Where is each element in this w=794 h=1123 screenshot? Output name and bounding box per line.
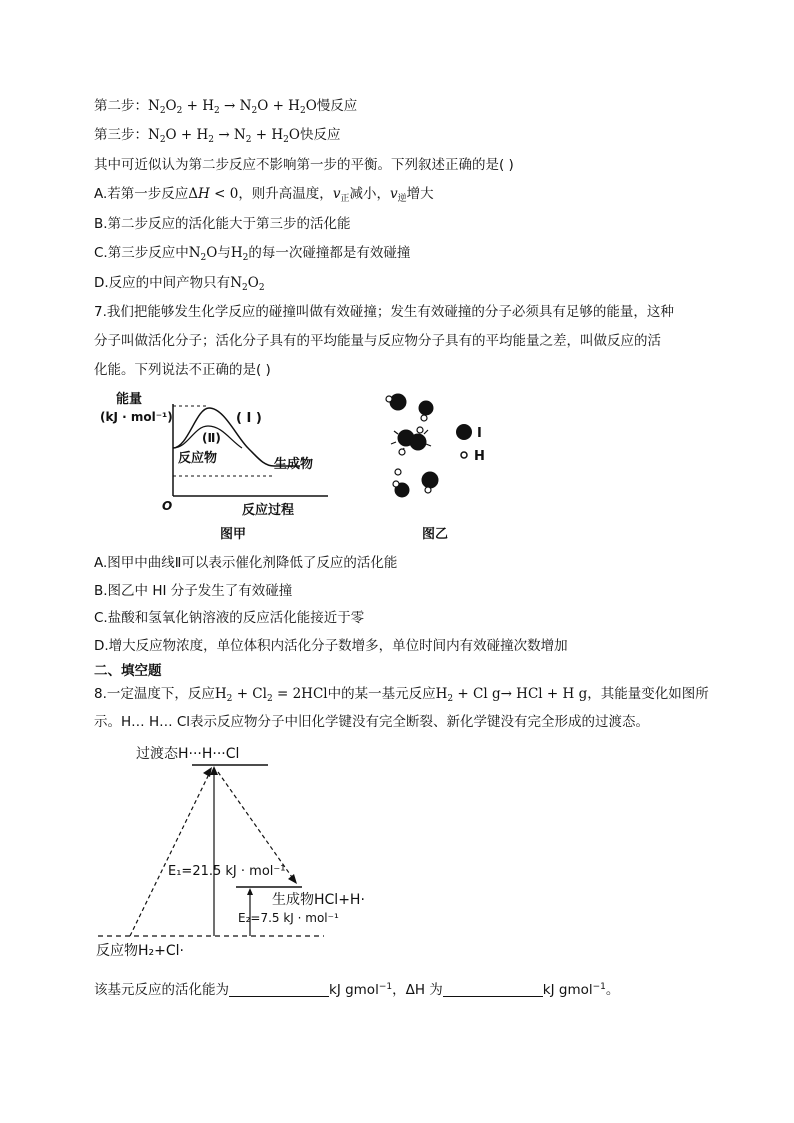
q8-text-line2: 示。H… H… Cl表示反应物分子中旧化学键没有完全断裂、新化学键没有完全形成的过渡态。 [94, 714, 650, 730]
hi-molecule-collision [391, 427, 431, 455]
step2-line: 第二步：$N_2O_2 + H_2 \to N_2O + H_2O$慢反应 [94, 98, 358, 116]
legend-h-label: H [474, 449, 485, 464]
q7-option-d: D.增大反应物浓度，单位体积内活化分子数增多，单位时间内有效碰撞次数增加 [94, 638, 568, 654]
q8-text-line1: 8.一定温度下，反应$H_2 + Cl_2 = 2HCl$中的某一基元反应$H_2 + Cl$ g→ HCl + H g，其能量变化如图所 [94, 686, 709, 704]
q6-option-b: B.第二步反应的活化能大于第三步的活化能 [94, 216, 351, 232]
legend-i-label: I [477, 426, 482, 441]
q8-down-arrowhead [288, 874, 297, 884]
q8-up-arrowhead [203, 767, 212, 777]
hi-molecule [419, 401, 433, 421]
q6-option-d: D.反应的中间产物只有$N_2O_2$ [94, 275, 265, 293]
figure-yi [380, 386, 520, 546]
hi-molecule [422, 472, 438, 493]
jia-caption: 图甲 [220, 527, 247, 542]
jia-product-label: 生成物 [274, 457, 314, 472]
q8-reactant-label: 反应物H₂+Cl· [96, 943, 184, 959]
delta-h-blank[interactable] [443, 982, 543, 997]
hi-molecule [395, 469, 401, 475]
q7-text-line2: 分子叫做活化分子；活化分子具有的平均能量与反应物分子具有的平均能量之差，叫做反应的活 [94, 333, 661, 349]
q7-option-b: B.图乙中 HI 分子发生了有效碰撞 [94, 583, 293, 599]
q6-option-c: C.第三步反应中$N_2O$与$H_2$的每一次碰撞都是有效碰撞 [94, 245, 411, 263]
figure-jia [96, 386, 336, 546]
jia-ylabel-unit: (kJ · mol⁻¹) [100, 410, 173, 424]
legend-i-atom [456, 424, 472, 440]
q7-text-line3: 化能。下列说法不正确的是( ) [94, 362, 271, 378]
q8-fill-line: 该基元反应的活化能为 kJ gmol$^{-1}$，ΔH 为 kJ gmol$^{-1}$。 [94, 982, 620, 998]
q8-e2-arrowhead [247, 888, 253, 895]
q6-option-a: A.若第一步反应ΔH < 0，则升高温度，$v_正$减小，$v_逆$增大 [94, 186, 434, 204]
q8-transition-label: 过渡态H···H···Cl [136, 746, 240, 762]
q7-text-line1: 7.我们把能够发生化学反应的碰撞叫做有效碰撞；发生有效碰撞的分子必须具有足够的能量，这种 [94, 304, 674, 320]
q6-intro: 其中可近似认为第二步反应不影响第一步的平衡。下列叙述正确的是( ) [94, 157, 514, 173]
jia-curve2-label: (Ⅱ) [202, 431, 221, 445]
activation-energy-blank[interactable] [229, 982, 329, 997]
section-fill-blank-heading: 二、填空题 [94, 663, 162, 679]
jia-reactant-label: 反应物 [178, 451, 218, 466]
q8-product-label: 生成物HCl+H· [272, 892, 365, 908]
jia-ylabel-energy: 能量 [116, 392, 143, 407]
jia-curve1-label: ( I ) [236, 411, 262, 426]
q7-option-a: A.图甲中曲线Ⅱ可以表示催化剂降低了反应的活化能 [94, 555, 398, 571]
figure-q8 [90, 740, 390, 965]
q8-e2-label: E₂=7.5 kJ · mol⁻¹ [238, 911, 339, 925]
step3-line: 第三步：$N_2O + H_2 \to N_2 + H_2O$快反应 [94, 127, 341, 145]
q8-e1-label: E₁=21.5 kJ · mol⁻¹ [168, 864, 286, 879]
hi-molecule [393, 481, 409, 497]
q8-up-dashed-arrow [130, 772, 210, 936]
jia-xlabel: 反应过程 [242, 503, 295, 518]
hi-molecule [386, 394, 406, 410]
legend-h-atom [461, 452, 467, 458]
yi-caption: 图乙 [422, 527, 449, 542]
jia-origin: O [162, 499, 173, 513]
q7-option-c: C.盐酸和氢氧化钠溶液的反应活化能接近于零 [94, 610, 365, 626]
